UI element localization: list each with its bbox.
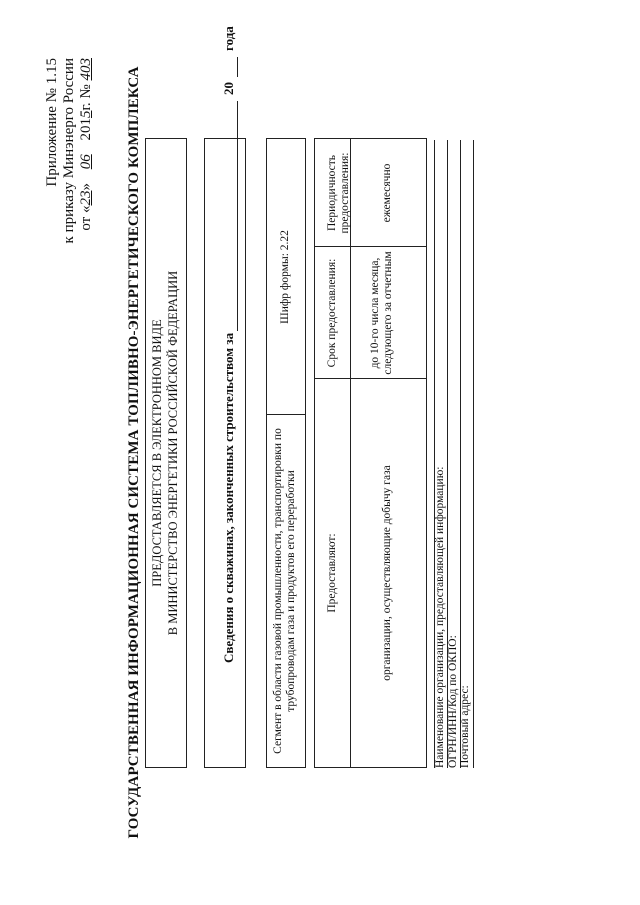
org-ogrn-label: ОГРН/ИНН/Код по ОКПО: [447, 635, 459, 768]
form-cipher: Шифр формы: 2.22 [279, 230, 291, 324]
org-name-label: Наименование организации, предоставляющей информацию: [434, 466, 446, 768]
order-date-line: от «23» 06 2015г. № 403 [78, 58, 94, 231]
report-label: Сведения о скважинах, законченных строительством за [221, 332, 236, 663]
table-cell-deadline [369, 247, 395, 379]
table-cell-frequency: ежемесячно [381, 163, 393, 223]
segment-text [272, 415, 298, 767]
order-day: 23 [78, 190, 94, 206]
order-month: 06 [78, 154, 94, 170]
order-number: 403 [78, 58, 94, 81]
report-year-suffix: года [221, 26, 236, 51]
system-title: ГОСУДАРСТВЕННАЯ ИНФОРМАЦИОННАЯ СИСТЕМА ТОПЛИВНО-ЭНЕРГЕТИЧЕСКОГО КОМПЛЕКСА [126, 66, 142, 839]
table-cell-provider: организации, осуществляющие добычу газа [381, 465, 393, 681]
notice-box [145, 138, 187, 768]
deadline-line-1: до 10-го числа месяца, [369, 257, 381, 369]
order-reference: к приказу Минэнерго России [61, 58, 77, 244]
report-year-underline [237, 57, 238, 77]
segment-box [266, 138, 306, 768]
notice-line-1: ПРЕДОСТАВЛЯЕТСЯ В ЭЛЕКТРОННОМ ВИДЕ [150, 319, 164, 587]
org-address-label: Почтовый адрес: [459, 685, 471, 768]
segment-line-2: трубопроводам газа и продуктов его переработки [285, 470, 297, 712]
org-info-block [434, 140, 474, 768]
report-year-prefix: 20 [221, 82, 236, 95]
table-header-frequency: Периодичность предоставления: [326, 152, 351, 234]
order-year-digit: 5 [78, 110, 94, 119]
submission-table [314, 138, 427, 768]
appendix-number: Приложение № 1.15 [44, 58, 60, 187]
appendix-header [44, 58, 95, 243]
segment-line-1: Сегмент в области газовой промышленности, транспортировки по [272, 428, 284, 754]
table-header-deadline: Срок предоставления: [326, 258, 338, 368]
deadline-line-2: следующего за отчетным [382, 251, 394, 375]
notice-line-2: В МИНИСТЕРСТВО ЭНЕРГЕТИКИ РОССИЙСКОЙ ФЕДЕРАЦИИ [166, 270, 180, 636]
report-period-underline [237, 101, 238, 331]
org-ogrn-line [460, 140, 461, 768]
report-period-box [204, 26, 246, 768]
table-header-provider: Предоставляют: [326, 533, 338, 613]
